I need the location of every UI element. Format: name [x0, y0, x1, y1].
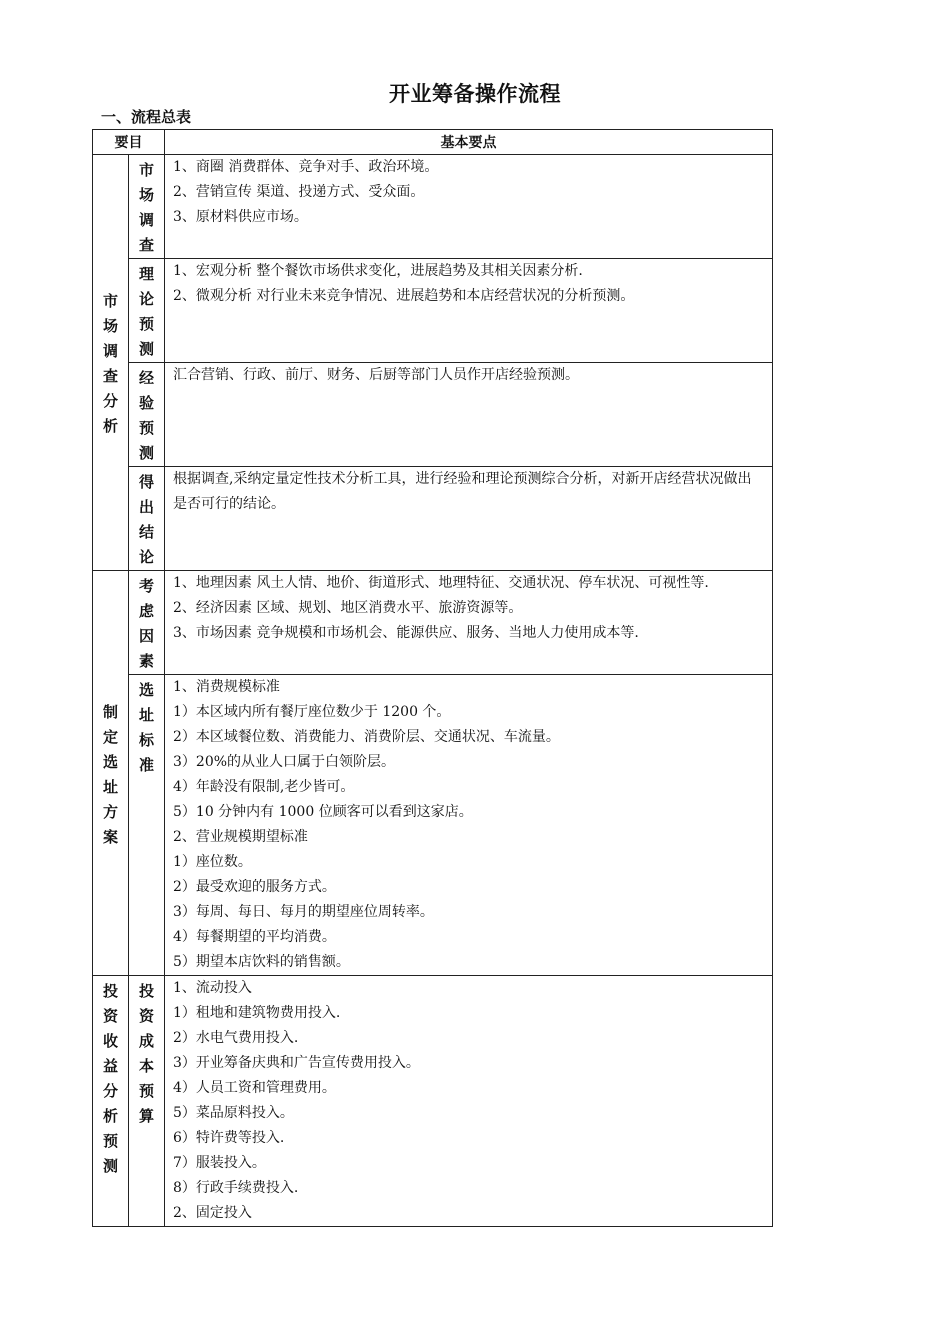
key-point-line: 3）每周、每日、每月的期望座位周转率。	[173, 904, 434, 920]
subcategory-label-text: 投资成本预算	[138, 982, 154, 1125]
table-row	[93, 675, 773, 976]
key-point-line: 4）年龄没有限制,老少皆可。	[173, 779, 355, 795]
key-points-cell	[165, 467, 773, 571]
key-point-line: 汇合营销、行政、前厅、财务、后厨等部门人员作开店经验预测。	[173, 367, 579, 383]
table-row	[93, 976, 773, 1227]
key-point-line: 1、流动投入	[173, 980, 252, 996]
category-label	[93, 571, 129, 976]
key-point-line: 1、地理因素 风土人情、地价、街道形式、地理特征、交通状况、停车状况、可视性等.	[173, 575, 709, 591]
subcategory-label	[129, 155, 165, 259]
key-point-line: 1、商圈 消费群体、竞争对手、政治环境。	[173, 159, 439, 175]
key-points-cell	[165, 675, 773, 976]
key-point-line: 3、市场因素 竞争规模和市场机会、能源供应、服务、当地人力使用成本等.	[173, 625, 639, 641]
table-row	[93, 259, 773, 363]
table-row	[93, 571, 773, 675]
category-label	[93, 155, 129, 571]
key-point-line: 2）水电气费用投入.	[173, 1030, 299, 1046]
subcategory-label-text: 考虑因素	[138, 577, 154, 670]
document-title: 开业筹备操作流程	[389, 82, 561, 106]
header-row	[93, 130, 773, 155]
table-row	[93, 467, 773, 571]
subcategory-label-text: 选址标准	[138, 681, 154, 774]
key-point-line: 6）特许费等投入.	[173, 1130, 285, 1146]
subcategory-label-text: 得出结论	[138, 473, 154, 566]
key-point-line: 1、消费规模标准	[173, 679, 280, 695]
key-point-line: 2、经济因素 区域、规划、地区消费水平、旅游资源等。	[173, 600, 523, 616]
key-point-line: 2）最受欢迎的服务方式。	[173, 879, 336, 895]
header-key-points: 基本要点	[165, 130, 773, 155]
subcategory-label-text: 市场调查	[138, 161, 154, 254]
subcategory-label	[129, 467, 165, 571]
key-point-line: 8）行政手续费投入.	[173, 1180, 299, 1196]
key-point-line: 1）本区域内所有餐厅座位数少于 1200 个。	[173, 704, 451, 720]
key-points-cell	[165, 363, 773, 467]
process-table	[92, 129, 773, 1227]
category-label-text: 制定选址方案	[102, 702, 118, 846]
key-point-line: 4）人员工资和管理费用。	[173, 1080, 336, 1096]
key-point-line: 2、营销宣传 渠道、投递方式、受众面。	[173, 184, 425, 200]
category-label	[93, 976, 129, 1227]
key-point-line: 7）服装投入。	[173, 1155, 266, 1171]
key-point-line: 4）每餐期望的平均消费。	[173, 929, 336, 945]
category-label-text: 市场调查分析	[102, 292, 118, 435]
key-point-line: 3）开业筹备庆典和广告宣传费用投入。	[173, 1055, 420, 1071]
key-points-cell	[165, 976, 773, 1227]
header-category: 要目	[93, 130, 165, 155]
section-heading: 一、流程总表	[101, 108, 192, 126]
key-point-line: 1、宏观分析 整个餐饮市场供求变化，进展趋势及其相关因素分析.	[173, 263, 583, 279]
subcategory-label	[129, 363, 165, 467]
key-points-cell	[165, 571, 773, 675]
key-point-line: 5）期望本店饮料的销售额。	[173, 954, 350, 970]
key-points-cell	[165, 155, 773, 259]
key-point-line: 3、原材料供应市场。	[173, 209, 308, 225]
subcategory-label-text: 经验预测	[138, 369, 154, 462]
key-point-line: 2、固定投入	[173, 1205, 252, 1221]
table-row	[93, 363, 773, 467]
key-point-line: 5）菜品原料投入。	[173, 1105, 294, 1121]
subcategory-label	[129, 976, 165, 1227]
table-row	[93, 155, 773, 259]
key-point-line: 根据调查,采纳定量定性技术分析工具，进行经验和理论预测综合分析，对新开店经营状况做出是否可行的结论。	[173, 471, 752, 512]
subcategory-label	[129, 259, 165, 363]
key-points-cell	[165, 259, 773, 363]
subcategory-label-text: 理论预测	[138, 265, 154, 358]
key-point-line: 2）本区域餐位数、消费能力、消费阶层、交通状况、车流量。	[173, 729, 560, 745]
key-point-line: 1）租地和建筑物费用投入.	[173, 1005, 341, 1021]
key-point-line: 5）10 分钟内有 1000 位顾客可以看到这家店。	[173, 804, 473, 820]
subcategory-label	[129, 675, 165, 976]
subcategory-label	[129, 571, 165, 675]
key-point-line: 1）座位数。	[173, 854, 252, 870]
category-label-text: 投资收益分析预测	[102, 982, 118, 1175]
key-point-line: 3）20%的从业人口属于白领阶层。	[173, 754, 396, 770]
key-point-line: 2、微观分析 对行业未来竞争情况、进展趋势和本店经营状况的分析预测。	[173, 288, 635, 304]
key-point-line: 2、营业规模期望标准	[173, 829, 308, 845]
